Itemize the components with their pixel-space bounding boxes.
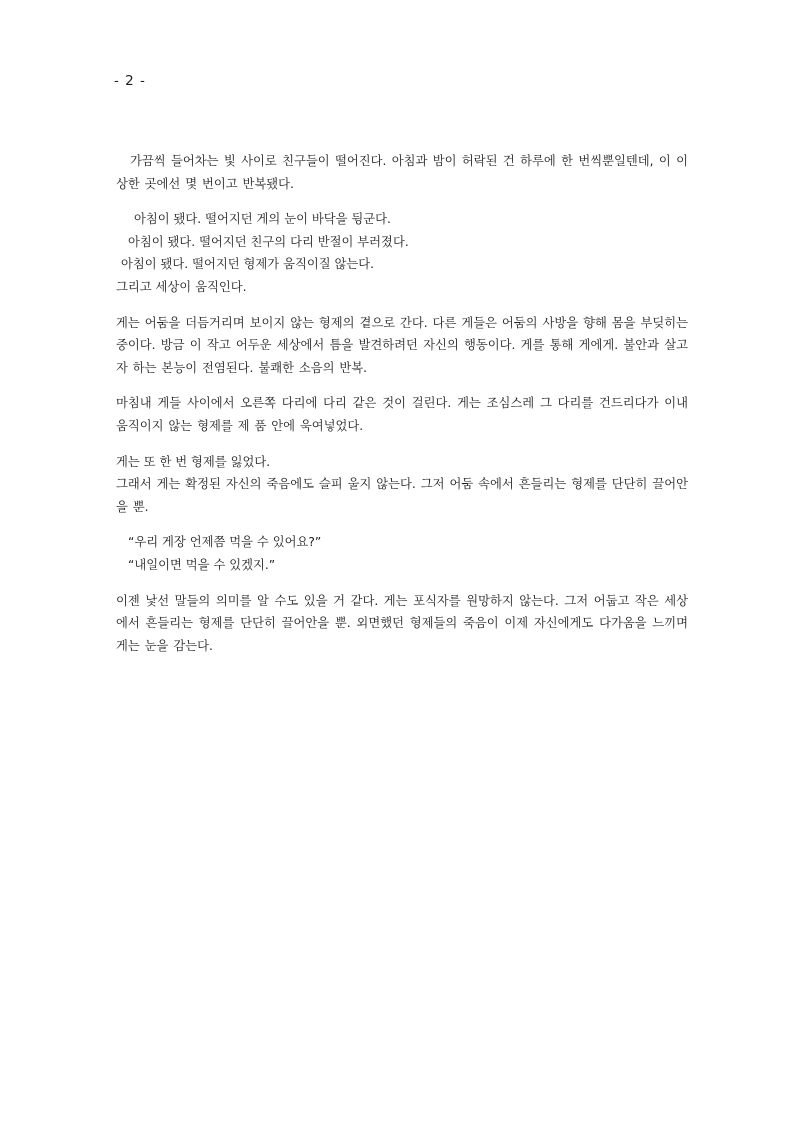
dialogue-line-2: “내일이면 먹을 수 있겠지.” [128,557,276,572]
loss-first-line: 게는 또 한 번 형제를 잃었다. [116,454,271,469]
stanza-line-2: 아침이 됐다. 떨어지던 친구의 다리 반절이 부러졌다. [128,234,409,249]
story-body [116,150,688,657]
loss-rest: 그래서 게는 확정된 자신의 죽음에도 슬피 울지 않는다. 그저 어둠 속에서 흔들리는 형제를 단단히 끌어안을 뿐. [116,477,688,514]
stanza-line-4: 그리고 세상이 움직인다. [116,279,247,294]
stanza-line-1: 아침이 됐다. 떨어지던 게의 눈이 바닥을 뒹군다. [134,212,391,227]
paragraph-gap [116,299,688,312]
dialogue-block [116,531,688,576]
paragraph-gap [116,518,688,531]
paragraph-gap [116,438,688,451]
paragraph-gap [116,379,688,392]
dialogue-line-1: “우리 게장 언제쯤 먹을 수 있어요?” [128,535,322,550]
paragraph-searching: 게는 어둠을 더듬거리며 보이지 않는 형제의 곁으로 간다. 다른 게들은 어둠의 사방을 향해 몸을 부딪히는 중이다. 방금 이 작고 어두운 세상에서 틈을 발견하려던 자신의 행동이다. 게를 통해 게에게. 불안과 살고자 하는 본능이 전염된다. 불쾌한 소음의 반복. [116,315,688,375]
stanza-line-3: 아침이 됐다. 떨어지던 형제가 움직이질 않는다. [121,257,375,272]
paragraph-gap [116,195,688,208]
paragraph-finding-brother: 마침내 게들 사이에서 오른쪽 다리에 다리 같은 것이 걸린다. 게는 조심스레 그 다리를 건드리다가 이내 움직이지 않는 형제를 제 품 안에 욱여넣었다. [116,396,688,433]
page-number: - 2 - [114,73,146,89]
paragraph-closing: 이젠 낯선 말들의 의미를 알 수도 있을 거 같다. 게는 포식자를 원망하지 않는다. 그저 어둡고 작은 세상에서 흔들리는 형제를 단단히 끌어안을 뿐. 외면했던 형제들의 죽음이 이제 자신에게도 다가옴을 느끼며 게는 눈을 감는다. [116,593,688,653]
repeated-morning-stanza [116,208,688,298]
paragraph-gap [116,577,688,590]
paragraph-opening: 가끔씩 들어차는 빛 사이로 친구들이 떨어진다. 아침과 밤이 허락된 건 하루에 한 번씩뿐일텐데, 이 이상한 곳에선 몇 번이고 반복됐다. [116,154,688,191]
paragraph-loss [116,451,688,519]
